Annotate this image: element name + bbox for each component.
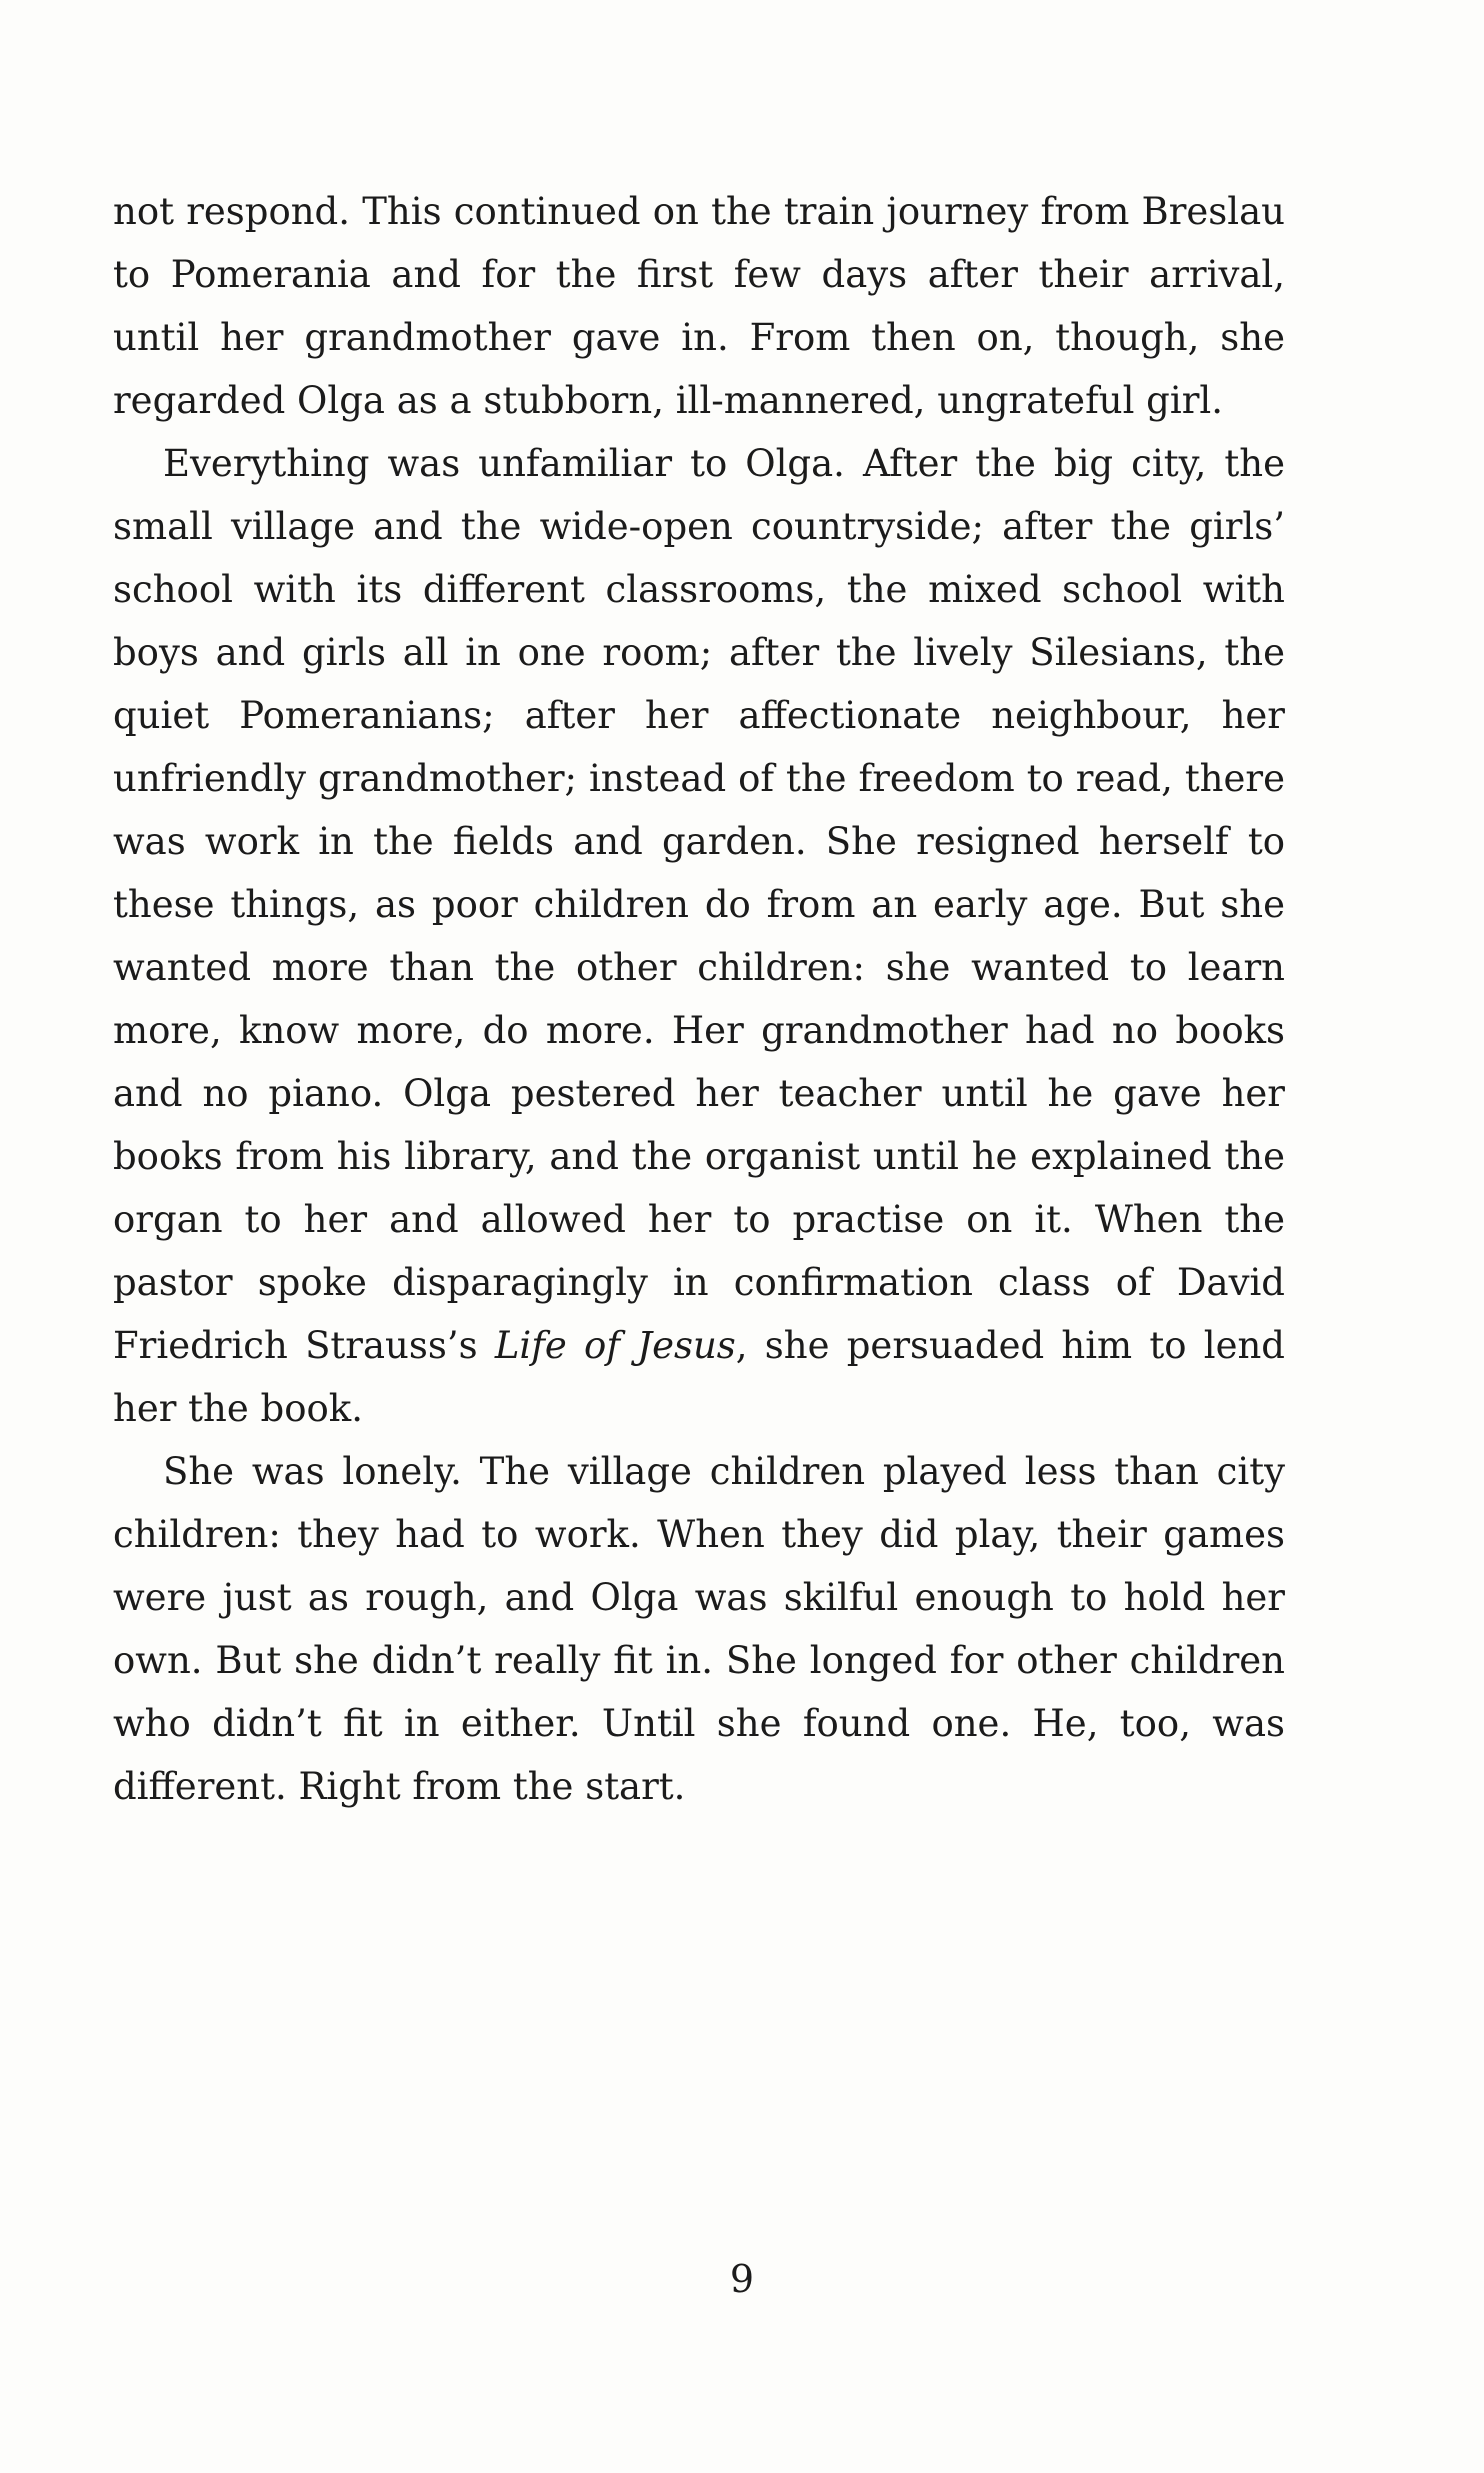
text-segment: not respond. This continued on the train journey from Breslau to Pomerania and for the first few days after their arrival, until her grandmother gave in. From then on, though, she regarded Olga as a stubborn, ill-mannered, ungrateful girl. xyxy=(113,190,1285,422)
body-text xyxy=(113,180,1285,1818)
book-title-italic: Life of Jesus xyxy=(494,1324,736,1367)
text-segment: , she persuaded him to lend her the book. xyxy=(113,1324,1285,1430)
paragraph xyxy=(113,432,1285,1440)
paragraph xyxy=(113,1440,1285,1818)
text-segment: Everything was unfamiliar to Olga. After the big city, the small village and the wide-open countryside; after the girls’ school with its different classrooms, the mixed school with boys and girls all in one room; after the lively Silesians, the quiet Pomeranians; after her affectionate neighbour, her unfriendly grandmother; instead of the freedom to read, there was work in the fields and garden. She resigned herself to these things, as poor children do from an early age. But she wanted more than the other children: she wanted to learn more, know more, do more. Her grandmother had no books and no piano. Olga pestered her teacher until he gave her books from his library, and the organist until he explained the organ to her and allowed her to practise on it. When the pastor spoke disparagingly in confirmation class of David Friedrich Strauss’s xyxy=(113,442,1285,1367)
paragraph xyxy=(113,180,1285,432)
page-number: 9 xyxy=(729,2257,755,2301)
text-segment: She was lonely. The village children played less than city children: they had to work. When they did play, their games were just as rough, and Olga was skilful enough to hold her own. But she didn’t really fit in. She longed for other children who didn’t fit in either. Until she found one. He, too, was different. Right from the start. xyxy=(113,1450,1285,1808)
